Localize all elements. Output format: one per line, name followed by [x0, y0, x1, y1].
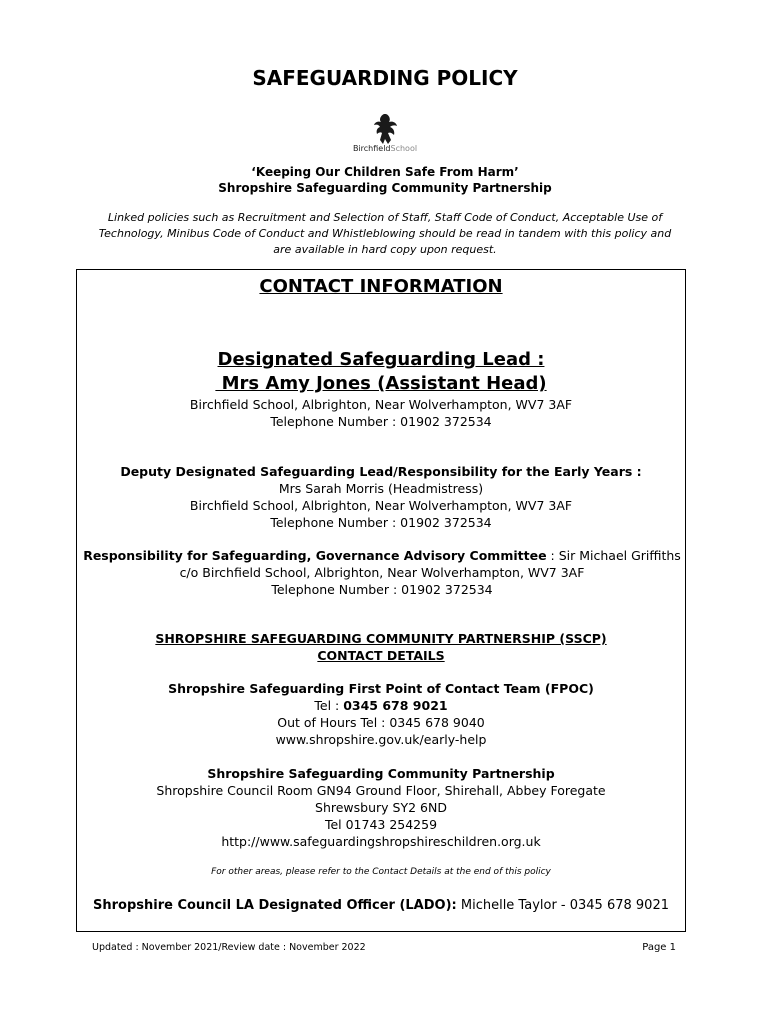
partnership-tel: Tel 01743 254259 — [324, 817, 438, 832]
governance-title: Responsibility for Safeguarding, Governance Advisory Committee — [83, 548, 547, 563]
linked-policies-note: Linked policies such as Recruitment and Selection of Staff, Staff Code of Conduct, Acceptable Use of Technology, Minibus Code of Conduct and Whistleblowing should be read in tandem with this policy and are available in hard copy upon request. — [98, 211, 672, 256]
other-areas-note: For other areas, please refer to the Contact Details at the end of this policy — [211, 867, 551, 877]
logo-wordmark: BirchfieldSchool — [352, 144, 418, 153]
contact-heading: CONTACT INFORMATION — [259, 276, 503, 297]
deputy-address: Birchfield School, Albrighton, Near Wolverhampton, WV7 3AF — [189, 498, 573, 513]
partnership-address2: Shrewsbury SY2 6ND — [315, 800, 447, 815]
lado-title: Shropshire Council LA Designated Officer (LADO): — [92, 898, 457, 913]
dsl-title: Designated Safeguarding Lead : — [217, 349, 545, 370]
partnership-web-link[interactable]: http://www.safeguardingshropshireschildren.org.uk — [221, 834, 541, 849]
motto: ‘Keeping Our Children Safe From Harm’ — [251, 165, 519, 179]
fpoc-tel-label: Tel : — [314, 698, 344, 713]
dsl-phone: Telephone Number : 01902 372534 — [270, 414, 492, 429]
sscp-heading-line2: CONTACT DETAILS — [317, 648, 445, 663]
footer-updated: Updated : November 2021/Review date : November 2022 — [92, 942, 366, 953]
griffin-crest-icon — [370, 112, 400, 146]
governance-address: c/o Birchfield School, Albrighton, Near Wolverhampton, WV7 3AF — [179, 565, 585, 580]
partnership-title: Shropshire Safeguarding Community Partnership — [207, 766, 555, 781]
deputy-phone: Telephone Number : 01902 372534 — [270, 515, 492, 530]
fpoc-tel: 0345 678 9021 — [343, 698, 448, 713]
partnership-address1: Shropshire Council Room GN94 Ground Floor, Shirehall, Abbey Foregate — [156, 783, 606, 798]
footer-page-number: Page 1 — [642, 942, 676, 953]
deputy-dsl-block — [77, 463, 685, 531]
dsl-heading — [77, 348, 685, 396]
lado-name: Michelle Taylor - 0345 678 9021 — [456, 898, 669, 913]
fpoc-web-link[interactable]: www.shropshire.gov.uk/early-help — [275, 732, 487, 747]
sscp-heading-line1: SHROPSHIRE SAFEGUARDING COMMUNITY PARTNERSHIP (SSCP) — [155, 631, 607, 646]
dsl-name: Mrs Amy Jones (Assistant Head) — [215, 373, 547, 394]
governance-name: : Sir Michael Griffiths — [546, 548, 681, 563]
partnership-subtitle: Shropshire Safeguarding Community Partnership — [218, 181, 552, 195]
fpoc-block — [77, 680, 685, 748]
governance-phone: Telephone Number : 01902 372534 — [271, 582, 493, 597]
lado-line — [77, 898, 685, 913]
deputy-title: Deputy Designated Safeguarding Lead/Responsibility for the Early Years : — [120, 464, 642, 479]
contact-information-box — [76, 269, 686, 932]
fpoc-out-of-hours: Out of Hours Tel : 0345 678 9040 — [277, 715, 485, 730]
dsl-address: Birchfield School, Albrighton, Near Wolverhampton, WV7 3AF — [189, 397, 573, 412]
deputy-name: Mrs Sarah Morris (Headmistress) — [278, 481, 484, 496]
page-title: SAFEGUARDING POLICY — [252, 66, 518, 90]
dsl-details — [77, 396, 685, 430]
fpoc-tel-line — [77, 697, 685, 714]
governance-block — [67, 547, 697, 598]
school-logo — [347, 112, 423, 162]
partnership-block — [77, 765, 685, 850]
motto-block — [0, 164, 770, 196]
fpoc-title: Shropshire Safeguarding First Point of Contact Team (FPOC) — [168, 681, 594, 696]
governance-line — [67, 547, 697, 564]
sscp-heading — [77, 630, 685, 664]
